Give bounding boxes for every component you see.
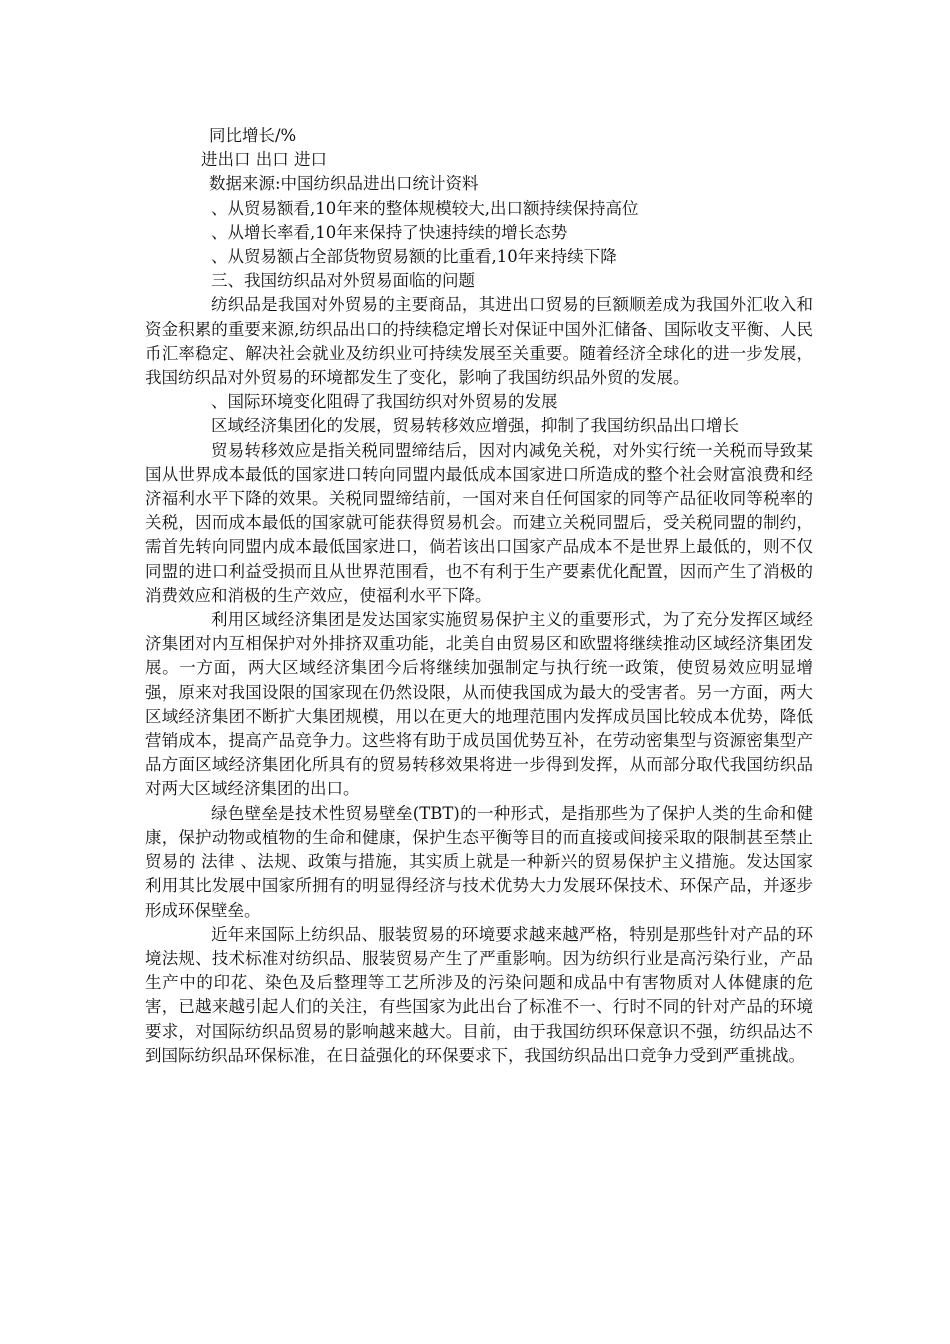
document-body: [145, 124, 813, 1068]
section-3-heading: 三、我国纺织品对外贸易面临的问题: [211, 271, 475, 291]
paragraph-environment: 近年来国际上纺织品、服装贸易的环境要求越来越严格，特别是那些针对产品的环境法规、技术标准对纺织品、服装贸易产生了严重影响。因为纺织行业是高污染行业，产品生产中的印花、染色及后整理等工艺所涉及的污染问题和成品中有害物质对人体健康的危害，已越来越引起人们的关注，有些国家为此出台了标准不一、行时不同的针对产品的环境要求，对国际纺织品贸易的影响越来越大。目前，由于我国纺织环保意识不强，纺织品达不到国际纺织品环保标准，在日益强化的环保要求下，我国纺织品出口竞争力受到严重挑战。: [145, 924, 813, 1065]
table-columns-label: 进出口 出口 进口: [201, 150, 327, 170]
paragraph-regional-groups: 利用区域经济集团是发达国家实施贸易保护主义的重要形式，为了充分发挥区域经济集团对内互相保护对外排挤双重功能，北美自由贸易区和欧盟将继续推动区域经济集团发展。一方面，两大区域经济集团今后将继续加强制定与执行统一政策，使贸易效应明显增强，原来对我国设限的国家现在仍然设限，从而使我国成为最大的受害者。另一方面，两大区域经济集团不断扩大集团规模，用以在更大的地理范围内发挥成员国比较成本优势，降低营销成本，提高产品竞争力。这些将有助于成员国优势互补，在劳动密集型与资源密集型产品方面区域经济集团化所具有的贸易转移效果将进一步得到发挥，从而部分取代我国纺织品对两大区域经济集团的出口。: [145, 610, 813, 799]
point-trade-volume: 、从贸易额看,10年来的整体规模较大,出口额持续保持高位: [211, 198, 639, 218]
point-growth-rate: 、从增长率看,10年来保持了快速持续的增长态势: [211, 222, 568, 242]
subheading-international-environment: 、国际环境变化阻碍了我国纺织对外贸易的发展: [211, 392, 558, 412]
point-trade-share: 、从贸易额占全部货物贸易额的比重看,10年来持续下降: [211, 247, 617, 267]
paragraph-intro: 纺织品是我国对外贸易的主要商品，其进出口贸易的巨额顺差成为我国外汇收入和资金积累的重要来源,纺织品出口的持续稳定增长对保证中国外汇储备、国际收支平衡、人民币汇率稳定、解决社会就业及纺织业可持续发展至关重要。随着经济全球化的进一步发展，我国纺织品对外贸易的环境都发生了变化，影响了我国纺织品外贸的发展。: [145, 295, 813, 388]
paragraph-regional-title: 区域经济集团化的发展，贸易转移效应增强，抑制了我国纺织品出口增长: [211, 416, 739, 436]
table-growth-label: 同比增长/%: [209, 126, 297, 145]
paragraph-trade-diversion: 贸易转移效应是指关税同盟缔结后，因对内减免关税，对外实行统一关税而导致某国从世界成本最低的国家进口转向同盟内最低成本国家进口所造成的整个社会财富浪费和经济福利水平下降的效果。关税同盟缔结前，一国对来自任何国家的同等产品征收同等税率的关税，因而成本最低的国家就可能获得贸易机会。而建立关税同盟后，受关税同盟的制约，需首先转向同盟内成本最低国家进口，倘若该出口国家产品成本不是世界上最低的，则不仅同盟的进口利益受损而且从世界范围看，也不有利于生产要素优化配置，因而产生了消极的消费效应和消极的生产效应，使福利水平下降。: [145, 440, 813, 605]
table-source-label: 数据来源:中国纺织品进出口统计资料: [209, 174, 479, 194]
paragraph-green-barrier: 绿色壁垒是技术性贸易壁垒(TBT)的一种形式，是指那些为了保护人类的生命和健康，保护动物或植物的生命和健康，保护生态平衡等目的而直接或间接采取的限制甚至禁止贸易的 法律 、法规、政策与措施，其实质上就是一种新兴的贸易保护主义措施。发达国家利用其比发展中国家所拥有的明显得经济与技术优势大力发展环保技术、环保产品，并逐步形成环保壁垒。: [145, 803, 813, 920]
